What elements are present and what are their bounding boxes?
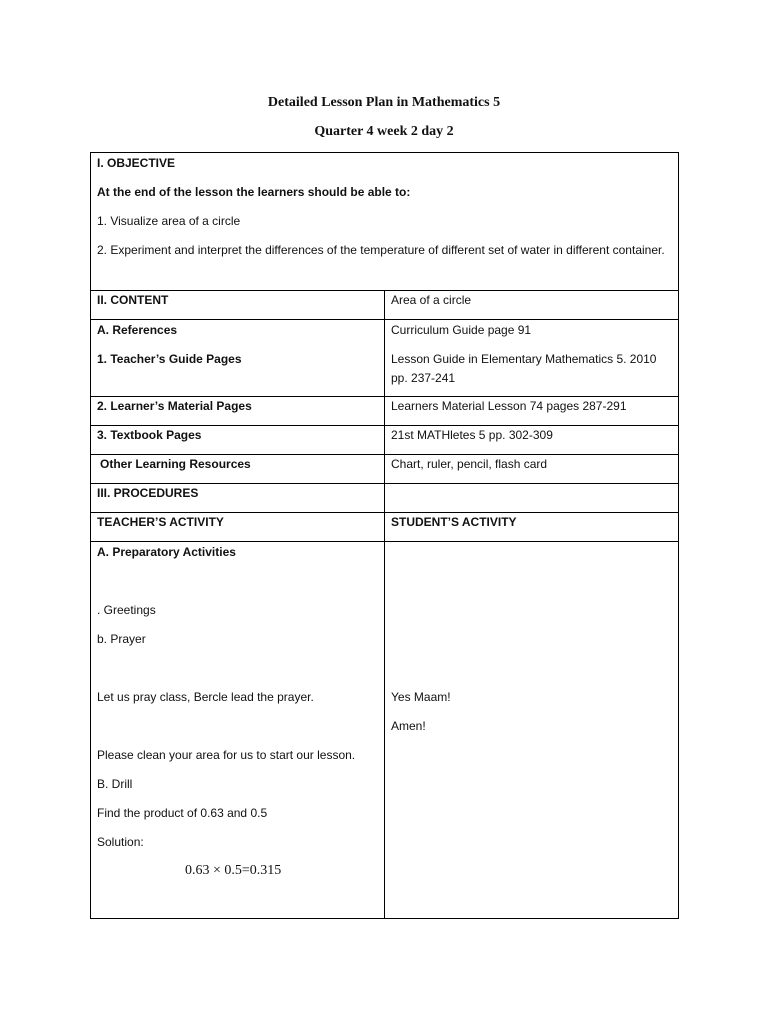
learners-material-label: 2. Learner’s Material Pages (91, 397, 385, 426)
student-activity-cell (385, 542, 679, 919)
objective-row (91, 153, 679, 291)
document-subtitle: Quarter 4 week 2 day 2 (314, 124, 454, 139)
prayer-item: b. Prayer (97, 632, 146, 646)
student-response-yes: Yes Maam! (391, 690, 451, 704)
preparatory-activities: A. Preparatory Activities (97, 545, 236, 559)
content-label: II. CONTENT (91, 291, 385, 320)
greetings-item: . Greetings (97, 603, 156, 617)
procedures-row (91, 484, 679, 513)
drill-task: Find the product of 0.63 and 0.5 (97, 806, 268, 820)
other-resources-value: Chart, ruler, pencil, flash card (385, 455, 679, 484)
student-response-amen: Amen! (391, 719, 426, 733)
clean-instruction: Please clean your area for us to start our lesson. (97, 748, 356, 762)
objective-item-1: 1. Visualize area of a circle (97, 214, 241, 228)
learners-material-row (91, 397, 679, 426)
objective-intro: At the end of the lesson the learners should be able to: (97, 185, 411, 199)
objective-item-2: 2. Experiment and interpret the differences of the temperature of different set of water in different container. (97, 243, 665, 257)
teacher-activity-header: TEACHER’S ACTIVITY (91, 513, 385, 542)
content-value: Area of a circle (385, 291, 679, 320)
teacher-activity-cell (91, 542, 385, 919)
lesson-plan-table (90, 152, 679, 919)
references-row (91, 320, 679, 397)
solution-equation: 0.63 × 0.5=0.315 (185, 863, 282, 878)
textbook-value: 21st MATHletes 5 pp. 302-309 (385, 426, 679, 455)
textbook-label: 3. Textbook Pages (91, 426, 385, 455)
references-value: Curriculum Guide page 91 (391, 323, 532, 337)
activity-row (91, 542, 679, 919)
teachers-guide-label: 1. Teacher’s Guide Pages (97, 352, 242, 366)
content-row (91, 291, 679, 320)
other-resources-row (91, 455, 679, 484)
objective-cell (91, 153, 679, 291)
document-title: Detailed Lesson Plan in Mathematics 5 (267, 95, 501, 110)
objective-heading: I. OBJECTIVE (97, 156, 176, 170)
teachers-guide-value: Lesson Guide in Elementary Mathematics 5. 2010 pp. 237-241 (391, 352, 657, 385)
procedures-label: III. PROCEDURES (91, 484, 385, 513)
solution-label: Solution: (97, 835, 144, 849)
activity-header-row (91, 513, 679, 542)
procedures-value (385, 484, 679, 513)
drill-heading: B. Drill (97, 777, 133, 791)
references-label: A. References (97, 323, 178, 337)
student-activity-header: STUDENT’S ACTIVITY (385, 513, 679, 542)
references-value-cell (385, 320, 679, 397)
learners-material-value: Learners Material Lesson 74 pages 287-291 (385, 397, 679, 426)
other-resources-label: Other Learning Resources (91, 455, 385, 484)
textbook-row (91, 426, 679, 455)
references-label-cell (91, 320, 385, 397)
pray-instruction: Let us pray class, Bercle lead the prayer. (97, 690, 314, 704)
